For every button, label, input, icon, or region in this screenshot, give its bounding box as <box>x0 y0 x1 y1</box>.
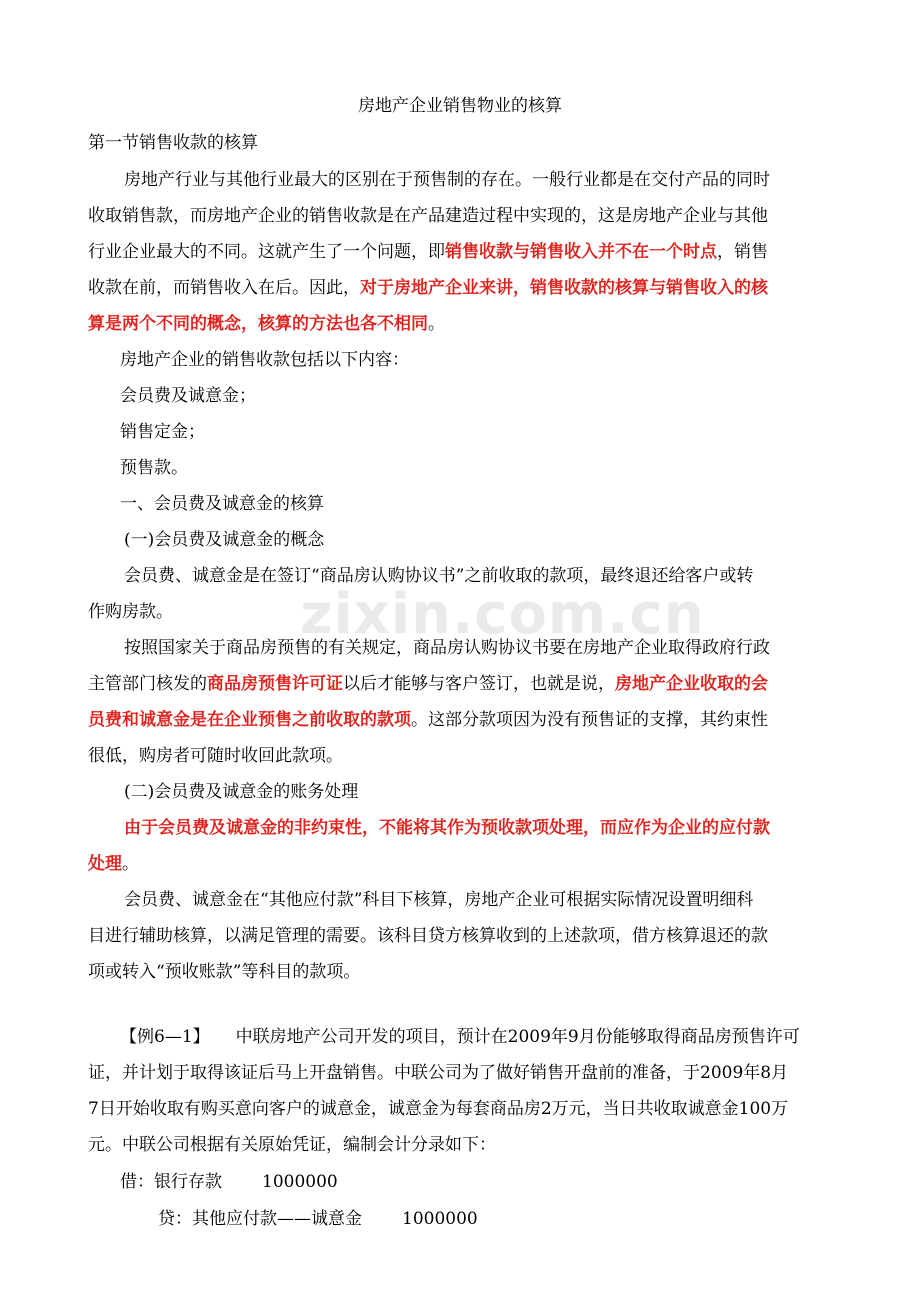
para3-line2-emphasis-2: 房地产企业收取的会 <box>615 674 768 694</box>
para3-line3-emphasis: 员费和诚意金是在企业预售之前收取的款项 <box>88 710 411 730</box>
para1-line3-tail: ，销售 <box>717 242 768 262</box>
para1-line4-emphasis: 对于房地产企业来讲，销售收款的核算与销售收入的核 <box>360 278 768 298</box>
example-line3: 7日开始收取有购买意向客户的诚意金，诚意金为每套商品房2万元，当日共收取诚意金100万 <box>88 1099 789 1119</box>
para1-line3 <box>88 240 768 264</box>
para3-line3-tail: 。这部分款项因为没有预售证的支撑，其约束性 <box>411 710 768 730</box>
para4-line2-tail: 。 <box>122 854 139 874</box>
para5-line1: 会员费、诚意金在“其他应付款”科目下核算，房地产企业可根据实际情况设置明细科 <box>124 890 754 910</box>
credit-entry <box>158 1207 478 1231</box>
para3-line3 <box>88 708 768 732</box>
example-line4: 元。中联公司根据有关原始凭证，编制会计分录如下： <box>88 1135 496 1155</box>
document-title: 房地产企业销售物业的核算 <box>358 96 562 116</box>
para1-line4 <box>88 276 768 300</box>
para1-line2: 收取销售款，而房地产企业的销售收款是在产品建造过程中实现的，这是房地产企业与其他 <box>88 206 768 226</box>
para3-line2-mid: 以后才能够与客户签订，也就是说， <box>343 674 615 694</box>
debit-label: 借：银行存款 <box>120 1172 222 1192</box>
example-line1-text: 中联房地产公司开发的项目，预计在2009年9月份能够取得商品房预售许可 <box>235 1027 800 1047</box>
subheading-1b: (二)会员费及诚意金的账务处理 <box>124 782 359 802</box>
para4-line2 <box>88 852 139 876</box>
para1-line3-text: 行业企业最大的不同。这就产生了一个问题，即 <box>88 242 445 262</box>
list-intro: 房地产企业的销售收款包括以下内容： <box>120 350 409 370</box>
example-label: 【例6—1】 <box>120 1027 210 1047</box>
para2-line2: 作购房款。 <box>88 602 173 622</box>
para5-line3: 项或转入“预收账款”等科目的款项。 <box>88 962 361 982</box>
para4-line1: 由于会员费及诚意金的非约束性，不能将其作为预收款项处理，而应作为企业的应付款 <box>124 818 770 838</box>
para1-line5-emphasis: 算是两个不同的概念，核算的方法也各不相同 <box>88 314 428 334</box>
para3-line2-emphasis: 商品房预售许可证 <box>207 674 343 694</box>
para3-line2-text: 主管部门核发的 <box>88 674 207 694</box>
para5-line2: 目进行辅助核算，以满足管理的需要。该科目贷方核算收到的上述款项，借方核算退还的款 <box>88 926 768 946</box>
para1-line5 <box>88 312 445 336</box>
para1-line3-emphasis: 销售收款与销售收入并不在一个时点 <box>445 242 717 262</box>
debit-entry <box>120 1170 338 1194</box>
credit-label: 贷：其他应付款——诚意金 <box>158 1209 362 1229</box>
section-heading: 第一节销售收款的核算 <box>88 133 258 153</box>
para3-line4: 很低，购房者可随时收回此款项。 <box>88 746 343 766</box>
example-line1 <box>120 1025 800 1049</box>
example-line2: 证，并计划于取得该证后马上开盘销售。中联公司为了做好销售开盘前的准备，于2009年8月 <box>88 1063 789 1083</box>
para2-line1: 会员费、诚意金是在签订“商品房认购协议书”之前收取的款项，最终退还给客户或转 <box>124 566 754 586</box>
subheading-1: 一、会员费及诚意金的核算 <box>120 494 324 514</box>
credit-amount: 1000000 <box>402 1209 478 1229</box>
para1-line5-tail: 。 <box>428 314 445 334</box>
subheading-1a: (一)会员费及诚意金的概念 <box>124 530 325 550</box>
para3-line2 <box>88 672 768 696</box>
para1-line1: 房地产行业与其他行业最大的区别在于预售制的存在。一般行业都是在交付产品的同时 <box>124 170 770 190</box>
debit-amount: 1000000 <box>262 1172 338 1192</box>
para1-line4-text: 收款在前，而销售收入在后。因此， <box>88 278 360 298</box>
para4-line2-emphasis: 处理 <box>88 854 122 874</box>
para3-line1: 按照国家关于商品房预售的有关规定，商品房认购协议书要在房地产企业取得政府行政 <box>124 638 770 658</box>
watermark: zixin.com.cn <box>300 582 705 647</box>
list-item: 会员费及诚意金； <box>120 386 256 406</box>
list-item: 预售款。 <box>120 458 188 478</box>
list-item: 销售定金； <box>120 422 205 442</box>
